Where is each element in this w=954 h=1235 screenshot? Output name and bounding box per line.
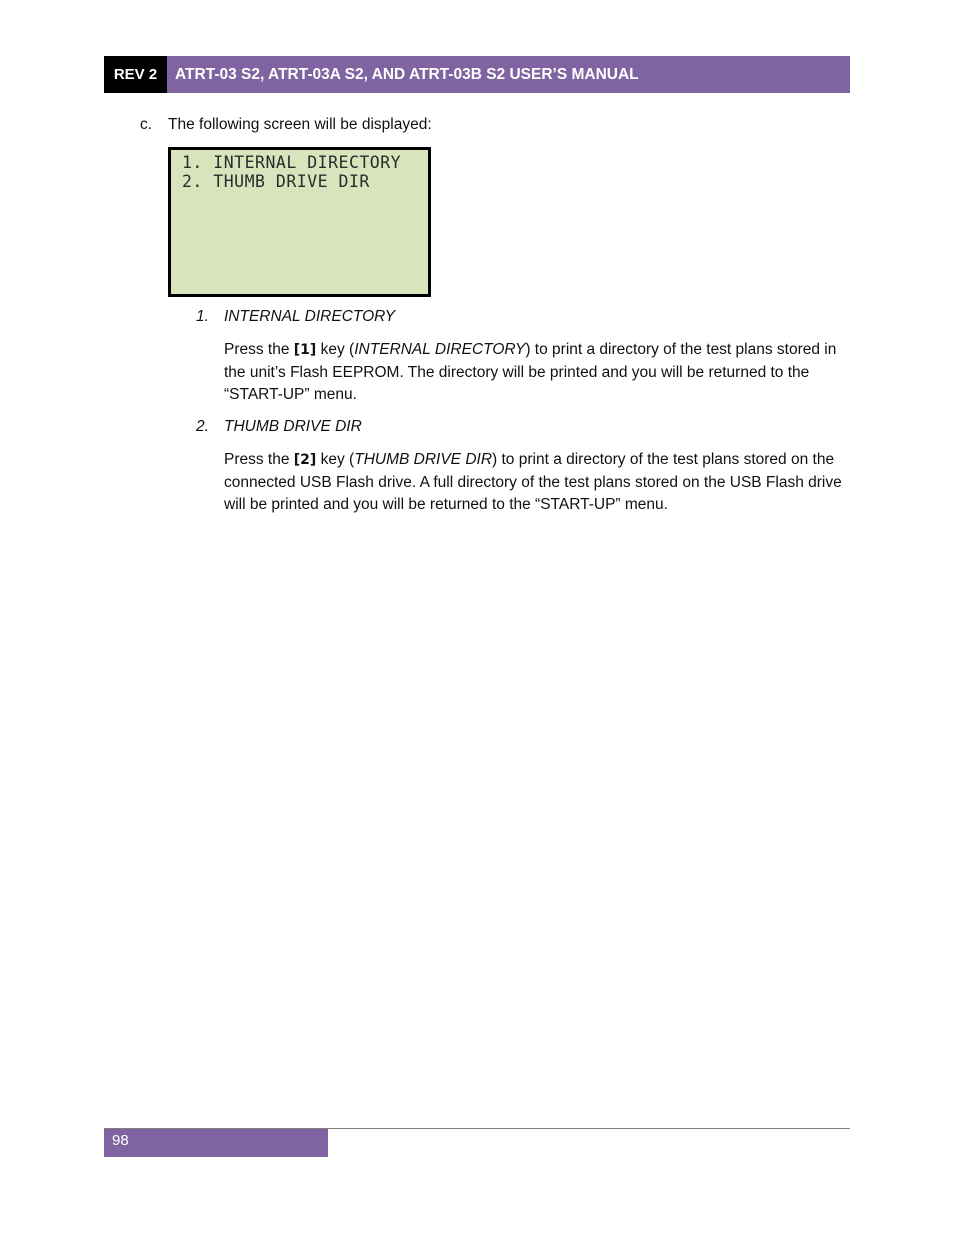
menu-option-name: INTERNAL DIRECTORY [354, 341, 526, 358]
option-title: THUMB DRIVE DIR [224, 418, 362, 435]
option-2-description [224, 449, 844, 517]
option-2-heading [196, 416, 362, 438]
step-text: The following screen will be displayed: [168, 116, 432, 133]
step-c [140, 114, 432, 136]
lcd-line-2: 2. THUMB DRIVE DIR [182, 172, 370, 191]
text-segment: ) to print a directory of the test plans stored in the unit’s Flash EEPROM. The directory will be printed and you will be returned to the “START-UP” menu. [224, 341, 837, 403]
text-segment: ) to print a directory of the test plans stored on the connected USB Flash drive. A full directory of the test plans stored on the USB Flash drive will be printed and you will be returned to the “START-UP” menu. [224, 451, 842, 513]
footer-page-box [104, 1129, 328, 1157]
lcd-screen [168, 147, 431, 297]
text-segment: key ( [316, 451, 355, 468]
option-1-heading [196, 306, 395, 328]
option-number: 2. [196, 418, 209, 435]
menu-option-name: THUMB DRIVE DIR [354, 451, 493, 468]
option-1-description [224, 339, 844, 407]
revision-label: REV 2 [104, 56, 167, 93]
lcd-line-1: 1. INTERNAL DIRECTORY [182, 153, 402, 172]
text-segment: Press the [224, 341, 294, 358]
text-segment: key ( [316, 341, 355, 358]
page-number: 98 [112, 1132, 129, 1149]
text-segment: Press the [224, 451, 294, 468]
option-title: INTERNAL DIRECTORY [224, 308, 396, 325]
page-header [104, 56, 850, 93]
key-label-1: [1] [293, 342, 317, 358]
key-label-2: [2] [293, 452, 317, 468]
option-number: 1. [196, 308, 209, 325]
step-marker: c. [140, 116, 153, 133]
manual-title: ATRT-03 S2, ATRT-03A S2, AND ATRT-03B S2 USER’S MANUAL [167, 56, 850, 93]
